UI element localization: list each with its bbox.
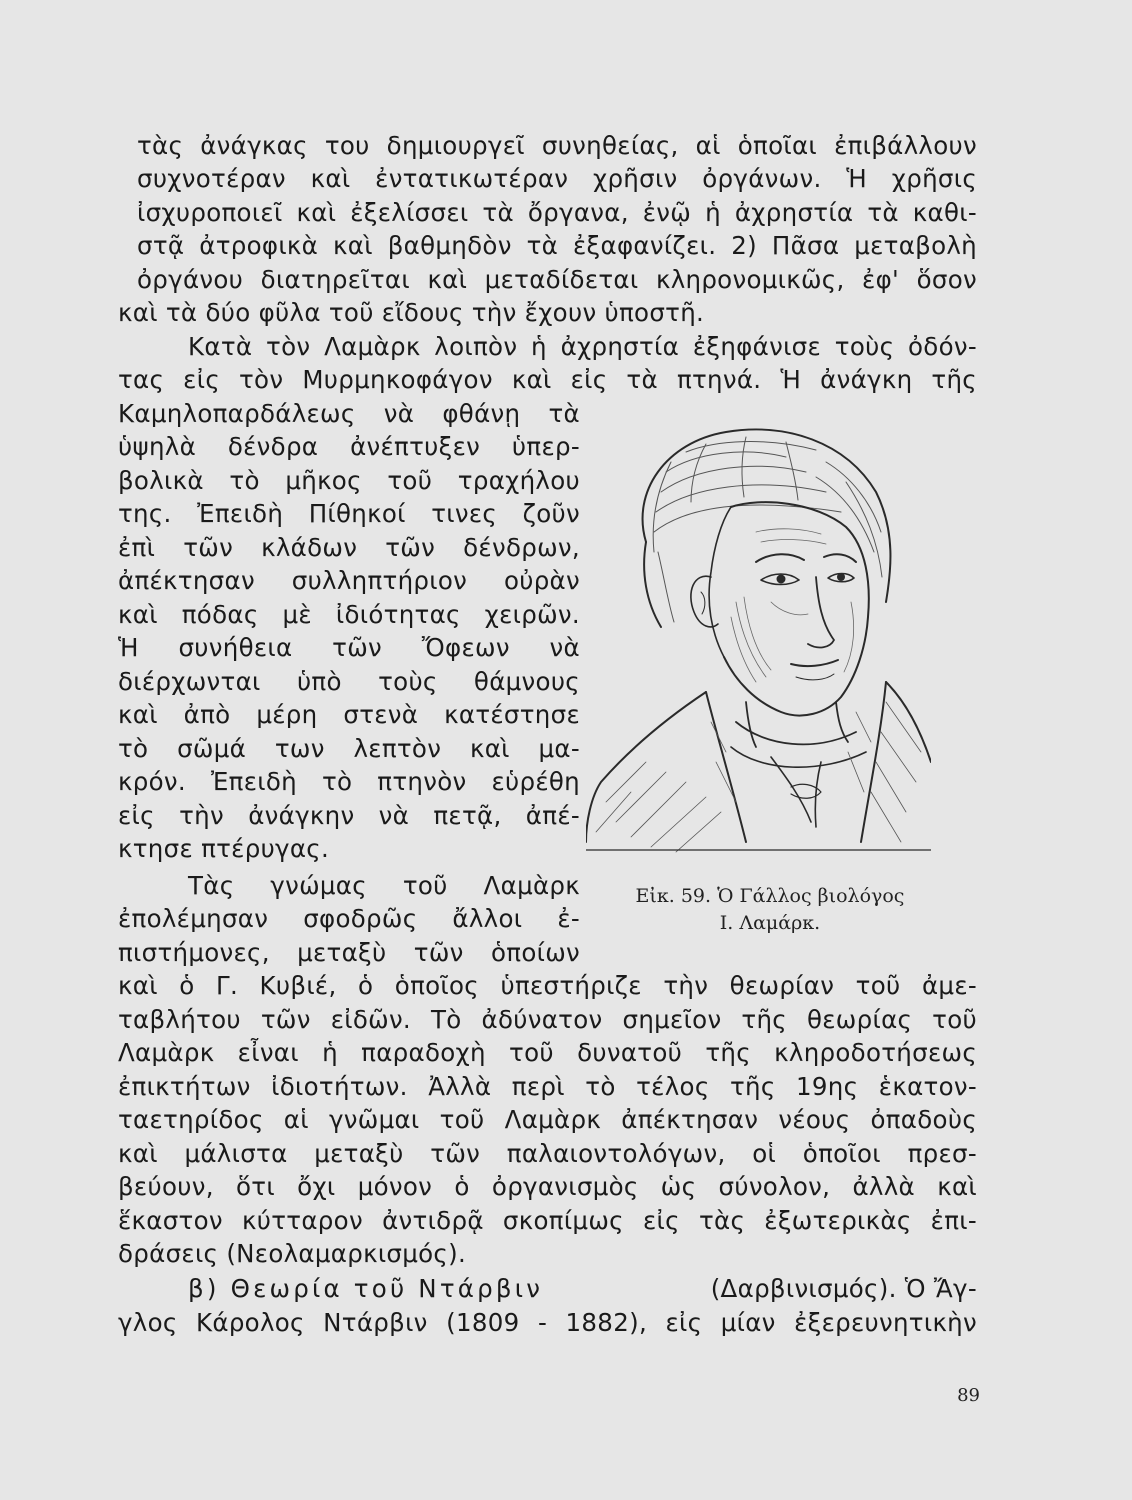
text-line: Τὰς γνώμας τοῦ Λαμὰρκ — [188, 871, 580, 900]
text-line: ἰσχυροποιεῖ καὶ ἐξελίσσει τὰ ὄργανα, ἐνῷ ἡ ἀχρηστία τὰ καθι- — [137, 198, 977, 227]
text-line: κτησε πτέρυγας. — [118, 834, 330, 863]
text-line: τὸ σῶμά των λεπτὸν καὶ μα- — [118, 734, 580, 763]
text-line: ὀργάνου διατηρεῖται καὶ μεταδίδεται κληρονομικῶς, ἐφ' ὅσον — [137, 265, 977, 294]
text-line: καὶ ἀπὸ μέρη στενὰ κατέστησε — [118, 700, 580, 729]
portrait-illustration — [586, 402, 931, 864]
text-line: τας εἰς τὸν Μυρμηκοφάγον καὶ εἰς τὰ πτηνά. Ἡ ἀνάγκη τῆς — [118, 365, 977, 394]
text-line: ἐπὶ τῶν κλάδων τῶν δένδρων, — [118, 533, 580, 562]
text-line: ταβλήτου τῶν εἰδῶν. Τὸ ἀδύνατον σημεῖον τῆς θεωρίας τοῦ — [118, 1005, 977, 1034]
text-line: Κατὰ τὸν Λαμὰρκ λοιπὸν ἡ ἀχρηστία ἐξηφάνισε τοὺς ὀδόν- — [188, 332, 977, 361]
text-line: δράσεις (Νεολαμαρκισμός). — [118, 1239, 467, 1268]
text-line: ἕκαστον κύτταρον ἀντιδρᾷ σκοπίμως εἰς τὰς ἐξωτερικὰς ἐπι- — [118, 1206, 977, 1235]
text-line: διέρχωνται ὑπὸ τοὺς θάμνους — [118, 667, 580, 696]
text-line: πιστήμονες, μεταξὺ τῶν ὁποίων — [118, 938, 580, 967]
page-number: 89 — [957, 1385, 980, 1406]
text-line: εἰς τὴν ἀνάγκην νὰ πετᾷ, ἀπέ- — [118, 801, 580, 830]
figure-caption-line: Εἰκ. 59. Ὁ Γάλλος βιολόγος — [635, 885, 905, 907]
text-line: καὶ μάλιστα μεταξὺ τῶν παλαιοντολόγων, οἱ ὁποῖοι πρεσ- — [118, 1139, 977, 1168]
text-line: καὶ τὰ δύο φῦλα τοῦ εἴδους τὴν ἔχουν ὑποστῆ. — [118, 298, 705, 327]
section-heading: β) Θεωρία τοῦ Ντάρβιν — [188, 1274, 544, 1303]
text-fragment: (Δαρβινισμός). Ὁ Ἄγ- — [710, 1274, 977, 1303]
text-line: κρόν. Ἐπειδὴ τὸ πτηνὸν εὑρέθη — [118, 767, 580, 796]
text-line: ὑψηλὰ δένδρα ἀνέπτυξεν ὑπερ- — [118, 432, 580, 461]
text-line: Καμηλοπαρδάλεως νὰ φθάνῃ τὰ — [118, 399, 580, 428]
text-line: καὶ πόδας μὲ ἰδιότητας χειρῶν. — [118, 600, 580, 629]
text-line: ἀπέκτησαν συλληπτήριον οὐρὰν — [118, 566, 580, 595]
text-line: βολικὰ τὸ μῆκος τοῦ τραχήλου — [118, 466, 580, 495]
text-line: στᾷ ἀτροφικὰ καὶ βαθμηδὸν τὰ ἐξαφανίζει. 2) Πᾶσα μεταβολὴ — [137, 231, 977, 260]
text-line: βεύουν, ὅτι ὄχι μόνον ὁ ὀργανισμὸς ὡς σύνολον, ἀλλὰ καὶ — [118, 1172, 977, 1201]
text-line: ταετηρίδος αἱ γνῶμαι τοῦ Λαμὰρκ ἀπέκτησαν νέους ὀπαδοὺς — [118, 1105, 977, 1134]
text-line: γλος Κάρολος Ντάρβιν (1809 - 1882), εἰς μίαν ἐξερευνητικὴν — [118, 1308, 977, 1337]
text-line: ἐπικτήτων ἰδιοτήτων. Ἀλλὰ περὶ τὸ τέλος τῆς 19ης ἑκατον- — [118, 1072, 977, 1101]
figure-caption-line: Ι. Λαμάρκ. — [719, 912, 821, 934]
text-line: ἐπολέμησαν σφοδρῶς ἄλλοι ἐ- — [118, 904, 580, 933]
portrait-figure — [586, 402, 931, 864]
text-line: συχνοτέραν καὶ ἐντατικωτέραν χρῆσιν ὀργάνων. Ἡ χρῆσις — [137, 164, 977, 193]
text-line: καὶ ὁ Γ. Κυβιέ, ὁ ὁποῖος ὑπεστήριζε τὴν θεωρίαν τοῦ ἀμε- — [118, 971, 977, 1000]
text-line: της. Ἐπειδὴ Πίθηκοί τινες ζοῦν — [118, 499, 580, 528]
text-line: Λαμὰρκ εἶναι ἡ παραδοχὴ τοῦ δυνατοῦ τῆς κληροδοτήσεως — [118, 1038, 977, 1067]
section-heading-line — [188, 1273, 977, 1304]
text-line: Ἡ συνήθεια τῶν Ὄφεων νὰ — [118, 633, 580, 662]
text-line: τὰς ἀνάγκας του δημιουργεῖ συνηθείας, αἱ ὁποῖαι ἐπιβάλλουν — [137, 131, 977, 160]
